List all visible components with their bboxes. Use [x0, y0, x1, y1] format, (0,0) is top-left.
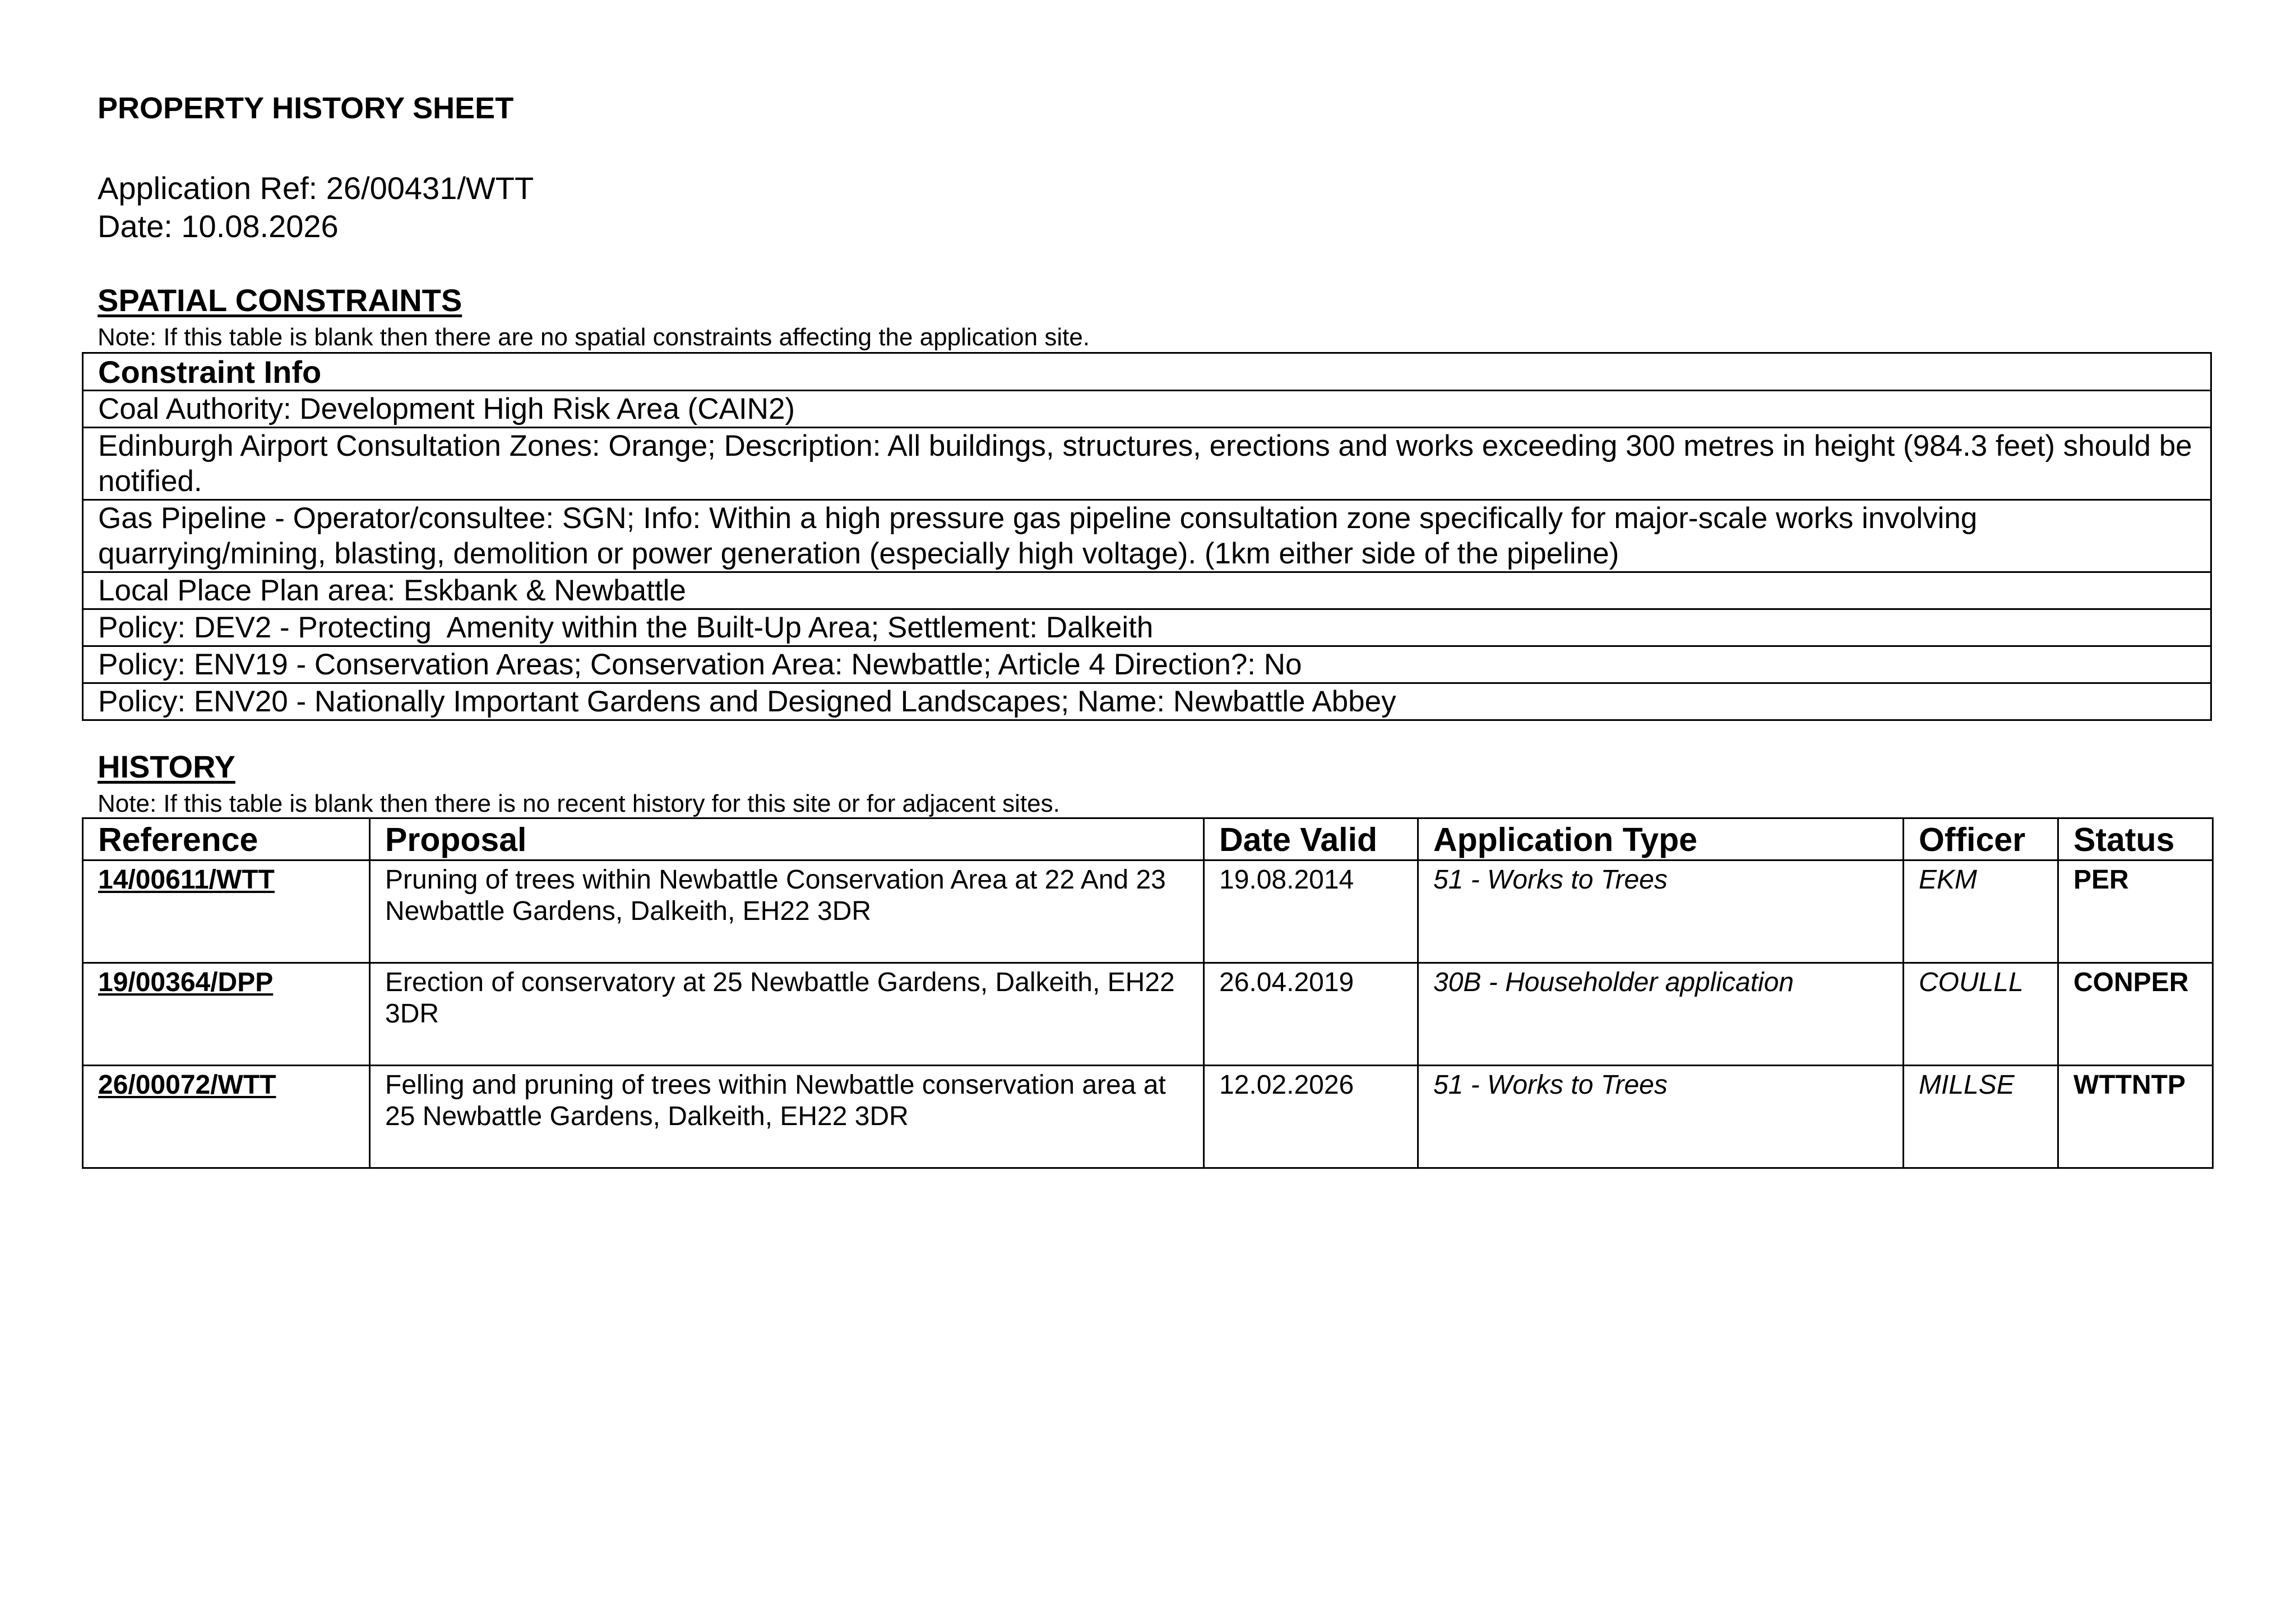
status-column-header: Status — [2058, 818, 2213, 860]
proposal-column-header: Proposal — [370, 818, 1204, 860]
constraint-cell: Local Place Plan area: Eskbank & Newbattle — [83, 572, 2211, 609]
proposal-cell: Erection of conservatory at 25 Newbattle Gardens, Dalkeith, EH22 3DR — [370, 963, 1204, 1066]
spatial-constraints-note: Note: If this table is blank then there are no spatial constraints affecting the application site. — [98, 323, 1090, 351]
date-valid-cell: 12.02.2026 — [1204, 1066, 1418, 1168]
history-row — [83, 963, 2213, 1066]
reference-link[interactable]: 19/00364/DPP — [98, 968, 274, 997]
history-row — [83, 860, 2213, 963]
officer-column-header: Officer — [1904, 818, 2058, 860]
application-type-cell: 51 - Works to Trees — [1418, 860, 1904, 963]
status-cell: CONPER — [2058, 963, 2213, 1066]
spatial-constraints-table — [82, 352, 2212, 721]
spatial-constraints-heading: SPATIAL CONSTRAINTS — [98, 283, 462, 318]
date-valid-cell: 26.04.2019 — [1204, 963, 1418, 1066]
reference-column-header: Reference — [83, 818, 370, 860]
history-header-row — [83, 818, 2213, 860]
application-type-cell: 30B - Householder application — [1418, 963, 1904, 1066]
constraint-row — [83, 572, 2211, 609]
history-table — [82, 817, 2214, 1169]
constraint-cell: Policy: DEV2 - Protecting Amenity within the Built-Up Area; Settlement: Dalkeith — [83, 609, 2211, 646]
application-ref: Application Ref: 26/00431/WTT — [98, 170, 534, 206]
constraint-cell: Policy: ENV20 - Nationally Important Gardens and Designed Landscapes; Name: Newbattle Abbey — [83, 683, 2211, 720]
officer-cell: COULLL — [1904, 963, 2058, 1066]
constraint-row — [83, 428, 2211, 500]
status-cell: WTTNTP — [2058, 1066, 2213, 1168]
date-valid-cell: 19.08.2014 — [1204, 860, 1418, 963]
constraint-row — [83, 500, 2211, 572]
date-valid-column-header: Date Valid — [1204, 818, 1418, 860]
constraint-info-header: Constraint Info — [83, 353, 2211, 391]
constraint-row — [83, 683, 2211, 720]
history-note: Note: If this table is blank then there is no recent history for this site or for adjacent sites. — [98, 790, 1060, 817]
document-date: Date: 10.08.2026 — [98, 209, 339, 244]
constraint-row — [83, 609, 2211, 646]
reference-link[interactable]: 26/00072/WTT — [98, 1070, 276, 1100]
constraint-row — [83, 646, 2211, 683]
constraint-cell: Policy: ENV19 - Conservation Areas; Conservation Area: Newbattle; Article 4 Direction?: No — [83, 646, 2211, 683]
constraint-row — [83, 391, 2211, 428]
history-row — [83, 1066, 2213, 1168]
status-cell: PER — [2058, 860, 2213, 963]
document-title: PROPERTY HISTORY SHEET — [98, 91, 514, 125]
constraints-header-row — [83, 353, 2211, 391]
proposal-cell: Pruning of trees within Newbattle Conservation Area at 22 And 23 Newbattle Gardens, Dalkeith, EH22 3DR — [370, 860, 1204, 963]
officer-cell: MILLSE — [1904, 1066, 2058, 1168]
proposal-cell: Felling and pruning of trees within Newbattle conservation area at 25 Newbattle Gardens, Dalkeith, EH22 3DR — [370, 1066, 1204, 1168]
history-heading: HISTORY — [98, 749, 235, 784]
application-type-column-header: Application Type — [1418, 818, 1904, 860]
application-type-cell: 51 - Works to Trees — [1418, 1066, 1904, 1168]
constraint-cell: Coal Authority: Development High Risk Area (CAIN2) — [83, 391, 2211, 428]
officer-cell: EKM — [1904, 860, 2058, 963]
reference-link[interactable]: 14/00611/WTT — [98, 865, 275, 895]
constraint-cell: Edinburgh Airport Consultation Zones: Orange; Description: All buildings, structures, erections and works exceeding 300 metres in height (984.3 feet) should be notified. — [83, 428, 2211, 500]
constraint-cell: Gas Pipeline - Operator/consultee: SGN; Info: Within a high pressure gas pipeline consultation zone specifically for major-scale works involving quarrying/mining, blasting, demolition or power generation (especially high voltage). (1km either side of the pipeline) — [83, 500, 2211, 572]
